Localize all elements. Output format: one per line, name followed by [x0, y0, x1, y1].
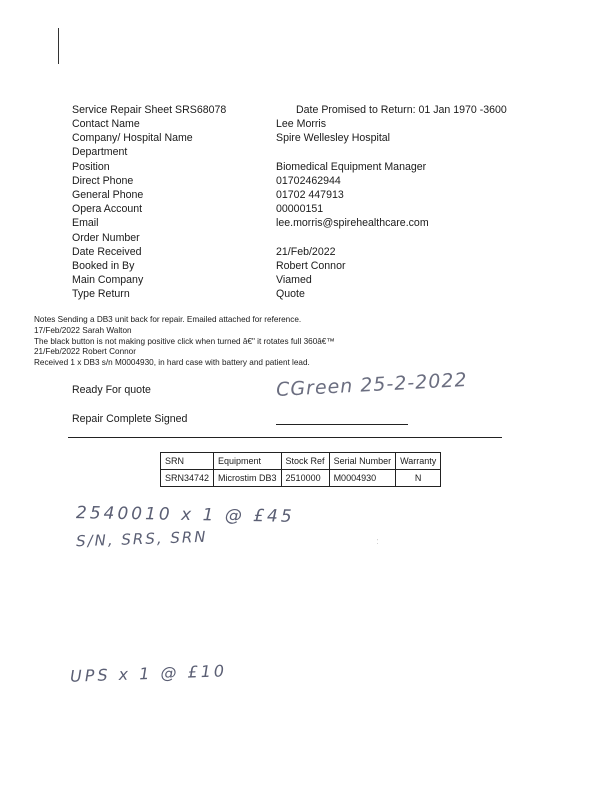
- field-label: Company/ Hospital Name: [72, 132, 193, 145]
- pen-mark: [58, 28, 59, 64]
- field-row: [72, 202, 429, 216]
- column-header: Serial Number: [329, 453, 396, 470]
- handwritten-signature: CGreen 25-2-2022: [275, 369, 469, 401]
- ready-for-quote-label: Ready For quote: [72, 384, 151, 396]
- field-row: [72, 287, 429, 301]
- field-label: Type Return: [72, 288, 130, 301]
- column-header: SRN: [161, 453, 214, 470]
- field-value: 01702 447913: [276, 188, 344, 201]
- field-value: Spire Wellesley Hospital: [276, 132, 391, 145]
- field-label: Email: [72, 217, 99, 230]
- handwritten-part-line: 2540010 x 1 @ £45: [75, 503, 295, 527]
- field-label: Main Company: [72, 274, 144, 287]
- field-value: 21/Feb/2022: [276, 245, 336, 258]
- field-label: Date Received: [72, 245, 142, 258]
- field-value: 00000151: [276, 203, 324, 216]
- field-label: Position: [72, 160, 110, 173]
- field-label: Contact Name: [72, 118, 140, 130]
- field-label: Booked in By: [72, 259, 135, 272]
- field-row: [72, 131, 429, 145]
- field-row: [72, 245, 429, 259]
- section-divider: [68, 437, 502, 438]
- note-line: Notes Sending a DB3 unit back for repair. Emailed attached for reference.: [34, 315, 302, 324]
- column-header: Equipment: [214, 453, 282, 470]
- field-value: Quote: [276, 288, 305, 301]
- date-promised: Date Promised to Return: 01 Jan 1970 -3600: [296, 104, 507, 116]
- table-cell: SRN34742: [161, 470, 214, 487]
- field-row: [72, 273, 429, 287]
- field-row: [72, 216, 429, 230]
- field-label: Direct Phone: [72, 174, 134, 187]
- table-cell: M0004930: [329, 470, 396, 487]
- note-line: 21/Feb/2022 Robert Connor: [34, 347, 136, 357]
- note-line: Received 1 x DB3 s/n M0004930, in hard case with battery and patient lead.: [34, 358, 310, 368]
- contact-details: [72, 117, 429, 301]
- stray-mark: :: [376, 537, 381, 547]
- handwritten-shipping-line: UPS x 1 @ £10: [69, 661, 228, 686]
- note-line: The black button is not making positive click when turned â€" it rotates full 360â€™: [34, 336, 335, 346]
- field-label: Department: [72, 146, 128, 159]
- sheet-title: Service Repair Sheet SRS68078: [72, 104, 227, 116]
- field-row: [72, 259, 429, 273]
- field-label: Opera Account: [72, 203, 143, 216]
- equipment-table: [160, 452, 441, 487]
- field-row: [72, 145, 429, 159]
- field-value: Viamed: [276, 274, 312, 287]
- table-row: [161, 470, 441, 487]
- column-header: Warranty: [396, 453, 441, 470]
- table-header-row: [161, 453, 441, 470]
- column-header: Stock Ref: [281, 453, 329, 470]
- field-row: [72, 160, 429, 174]
- field-row: [72, 117, 429, 131]
- notes-block: [34, 315, 335, 369]
- field-value: lee.morris@spirehealthcare.com: [276, 217, 429, 230]
- table-cell: 2510000: [281, 470, 329, 487]
- handwritten-references: S/N, SRS, SRN: [75, 527, 208, 551]
- field-value: Robert Connor: [276, 259, 346, 272]
- field-row: [72, 188, 429, 202]
- field-label: General Phone: [72, 188, 144, 201]
- field-value: Biomedical Equipment Manager: [276, 160, 427, 173]
- field-row: [72, 174, 429, 188]
- field-value: 01702462944: [276, 174, 341, 187]
- table-cell: Microstim DB3: [214, 470, 282, 487]
- note-line: 17/Feb/2022 Sarah Walton: [34, 325, 132, 335]
- repair-complete-label: Repair Complete Signed: [72, 413, 188, 425]
- field-value: Lee Morris: [276, 118, 327, 130]
- signature-line: [276, 424, 408, 425]
- field-row: [72, 231, 429, 245]
- table-cell: N: [396, 470, 441, 487]
- field-label: Order Number: [72, 231, 140, 244]
